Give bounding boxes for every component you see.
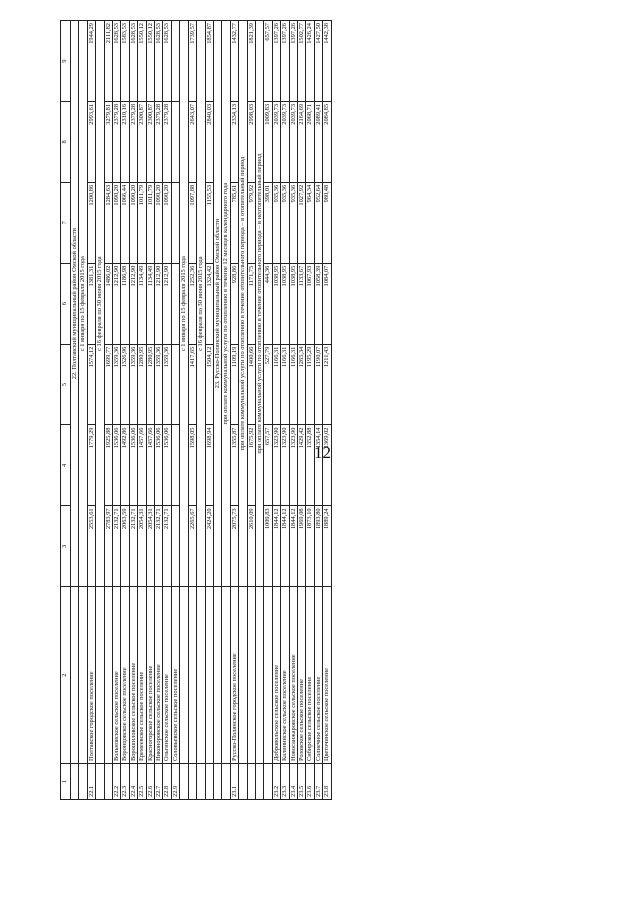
tariff-value-cell: 1432,77 <box>230 21 238 102</box>
tariff-value-cell: 3279,81 <box>104 101 112 182</box>
period-heading: с 1 января по 15 февраля 2015 года <box>180 21 188 587</box>
settlement-name-cell: Калининское сельское поселение <box>281 587 289 764</box>
empty-cell <box>255 587 263 764</box>
empty-cell <box>96 764 104 800</box>
period-heading: при оплате коммунальной услуги по отоплению в течение 12 месяцев календарного года <box>222 21 230 587</box>
table-row <box>314 21 322 800</box>
column-header-9: 9 <box>61 21 71 102</box>
tariff-value-cell: 1190,07 <box>314 344 322 425</box>
section-heading: 23. Русско-Полянский муниципальный район Омской области <box>213 21 221 587</box>
tariff-value-cell: 1090,20 <box>155 182 163 263</box>
empty-cell <box>222 587 230 764</box>
column-header-2: 2 <box>61 587 71 764</box>
tariff-value-cell: 2300,87 <box>146 101 154 182</box>
tariff-value-cell: 1090,20 <box>129 182 137 263</box>
settlement-name-cell: Вольновское сельское поселение <box>113 587 121 764</box>
tariff-value-cell: 1550,12 <box>138 21 146 102</box>
settlement-name-cell <box>205 587 213 764</box>
tariff-value-cell: 1171,75 <box>247 263 255 344</box>
tariff-value-cell: 2039,73 <box>281 101 289 182</box>
tariff-value-cell: 1280,95 <box>138 344 146 425</box>
table-row <box>297 21 305 800</box>
tariff-value-cell: 2783,97 <box>104 506 112 587</box>
tariff-value-cell: 935,36 <box>281 182 289 263</box>
tariff-value-cell: 2084,85 <box>323 101 331 182</box>
tariff-value-cell: 785,61 <box>230 182 238 263</box>
tariff-value-cell: 1457,66 <box>146 425 154 506</box>
tariff-value-cell: 980,48 <box>323 182 331 263</box>
tariff-value-cell: 1844,12 <box>281 506 289 587</box>
tariff-value-cell: 2132,71 <box>113 506 121 587</box>
tariff-value-cell: 1429,42 <box>297 425 305 506</box>
settlement-name-cell <box>264 587 272 764</box>
tariff-value-cell: 1038,95 <box>289 263 297 344</box>
empty-cell <box>71 764 79 800</box>
tariff-value-cell: 2265,67 <box>188 506 196 587</box>
column-header-8: 8 <box>61 101 71 182</box>
tariff-value-cell: 1280,95 <box>146 344 154 425</box>
column-header-5: 5 <box>61 344 71 425</box>
tariff-value-cell: 1821,39 <box>247 21 255 102</box>
table-row <box>281 21 289 800</box>
row-number-cell: 23.1 <box>230 764 238 800</box>
tariff-value-cell: 1397,26 <box>272 21 280 102</box>
settlement-name-cell: Соловьевское сельское поселение <box>171 587 179 764</box>
period-heading-row <box>239 21 247 800</box>
row-number-cell: 23.7 <box>314 764 322 800</box>
tariff-value-cell: 398,01 <box>264 182 272 263</box>
empty-cell <box>197 764 205 800</box>
tariff-value-cell: 1925,88 <box>104 425 112 506</box>
row-number-cell: 22.9 <box>171 764 179 800</box>
tariff-value-cell: 2310,16 <box>121 101 129 182</box>
table-row <box>289 21 297 800</box>
tariff-value-cell: 1355,87 <box>230 425 238 506</box>
tariff-value-cell: 2334,13 <box>230 101 238 182</box>
settlement-name-cell: Красногорское сельское поселение <box>146 587 154 764</box>
tariff-value-cell: 1457,66 <box>138 425 146 506</box>
table-row <box>146 21 154 800</box>
tariff-value-cell: 1212,90 <box>113 263 121 344</box>
tariff-value-cell: 1186,98 <box>121 263 129 344</box>
tariff-value-cell: 1536,06 <box>163 425 171 506</box>
period-heading: с 1 января по 15 февраля 2015 года <box>79 21 87 587</box>
tariff-value-cell: 1628,53 <box>155 21 163 102</box>
table-row <box>188 21 196 800</box>
tariff-value-cell: 2089,41 <box>314 101 322 182</box>
row-number-cell <box>247 764 255 800</box>
settlement-name-cell: Воронцовское сельское поселение <box>121 587 129 764</box>
tariff-value-cell: 1550,12 <box>146 21 154 102</box>
tariff-value-cell: 1323,90 <box>281 425 289 506</box>
tariff-value-cell: 1166,31 <box>272 344 280 425</box>
period-heading: при оплате коммунальной услуги по отоплению в течение отопительного периода – в отопительный период <box>239 21 247 587</box>
tariff-value-cell: 1583,53 <box>121 21 129 102</box>
period-heading: при оплате коммунальной услуги по отоплению в течение отопительного периода – в неотопительный период <box>255 21 263 587</box>
tariff-value-cell: 1844,12 <box>289 506 297 587</box>
tariff-value-cell: 1397,26 <box>281 21 289 102</box>
row-number-cell <box>205 764 213 800</box>
tariff-value-cell: 1009,83 <box>264 506 272 587</box>
settlement-name-cell: Новосанжаровское сельское поселение <box>289 587 297 764</box>
tariff-value-cell: 527,79 <box>264 344 272 425</box>
row-number-cell: 23.4 <box>289 764 297 800</box>
settlement-name-cell: Цветочинское сельское поселение <box>323 587 331 764</box>
tariff-value-cell: 1442,38 <box>323 21 331 102</box>
tariff-value-cell: 1009,83 <box>264 101 272 182</box>
tariff-value-cell: 1323,90 <box>272 425 280 506</box>
tariff-value-cell: 2132,71 <box>163 506 171 587</box>
tariff-value-cell: 1969,08 <box>297 506 305 587</box>
tariff-value-cell: 1166,31 <box>281 344 289 425</box>
table-row <box>171 21 179 800</box>
tariff-value-cell: 1090,20 <box>163 182 171 263</box>
tariff-value-cell: 2840,03 <box>205 101 213 182</box>
tariff-value-cell: 2132,71 <box>129 506 137 587</box>
empty-cell <box>255 764 263 800</box>
period-heading: с 16 февраля по 30 июня 2015 года <box>96 21 104 587</box>
tariff-value-cell: 1090,20 <box>113 182 121 263</box>
tariff-value-cell: 935,36 <box>272 182 280 263</box>
tariff-value-cell: 1628,53 <box>163 21 171 102</box>
row-number-cell: 23.2 <box>272 764 280 800</box>
tariff-value-cell <box>171 21 179 102</box>
tariff-value-cell: 2993,61 <box>87 101 95 182</box>
tariff-value-cell: 2111,82 <box>104 21 112 102</box>
empty-cell <box>222 764 230 800</box>
empty-cell <box>180 587 188 764</box>
empty-cell <box>71 587 79 764</box>
tariff-value-cell <box>171 263 179 344</box>
table-row <box>323 21 331 800</box>
settlement-name-cell: Еремеевское сельское поселение <box>138 587 146 764</box>
period-heading-row <box>197 21 205 800</box>
tariff-value-cell: 1854,87 <box>205 21 213 102</box>
empty-cell <box>213 764 221 800</box>
settlement-name-cell: Русско-Полянское городское поселение <box>230 587 238 764</box>
settlement-name-cell: Добровольское сельское поселение <box>272 587 280 764</box>
empty-cell <box>239 764 247 800</box>
tariff-value-cell: 1011,79 <box>146 182 154 263</box>
tariff-value-cell <box>171 425 179 506</box>
table-row <box>155 21 163 800</box>
tariff-value-cell: 2643,07 <box>188 101 196 182</box>
settlement-name-cell: Полтавское городское поселение <box>87 587 95 764</box>
tariff-value-cell: 1038,95 <box>272 263 280 344</box>
tariff-value-cell: 1359,36 <box>113 344 121 425</box>
row-number-cell <box>264 764 272 800</box>
section-heading-row <box>213 21 221 800</box>
tariff-value-cell: 657,57 <box>264 21 272 102</box>
tariff-value-cell: 1195,29 <box>306 344 314 425</box>
tariff-value-cell: 1352,88 <box>306 425 314 506</box>
table-row <box>272 21 280 800</box>
settlement-name-cell: Розовское сельское поселение <box>297 587 305 764</box>
column-header-7: 7 <box>61 182 71 263</box>
tariff-value-cell: 1889,24 <box>323 506 331 587</box>
tariff-value-cell: 1427,50 <box>314 21 322 102</box>
tariff-value-cell: 2998,03 <box>247 101 255 182</box>
tariff-value-cell: 1492,86 <box>121 425 129 506</box>
tariff-value-cell: 2379,28 <box>155 101 163 182</box>
settlement-name-cell <box>247 587 255 764</box>
empty-cell <box>180 764 188 800</box>
tariff-value-cell: 2063,59 <box>121 506 129 587</box>
table-row <box>163 21 171 800</box>
tariff-value-cell: 1134,49 <box>138 263 146 344</box>
period-heading-row <box>222 21 230 800</box>
tariff-value-cell: 1058,39 <box>314 263 322 344</box>
tariff-value-cell: 1598,05 <box>188 425 196 506</box>
row-number-cell <box>188 764 196 800</box>
tariff-value-cell: 1369,02 <box>323 425 331 506</box>
tariff-value-cell: 1536,06 <box>113 425 121 506</box>
period-heading: с 16 февраля по 30 июня 2015 года <box>197 21 205 587</box>
table-row <box>230 21 238 800</box>
tariff-value-cell: 1323,90 <box>289 425 297 506</box>
tariff-value-cell: 1536,06 <box>155 425 163 506</box>
empty-cell <box>213 587 221 764</box>
table-row <box>205 21 213 800</box>
column-header-6: 6 <box>61 263 71 344</box>
tariff-value-cell: 1084,07 <box>323 263 331 344</box>
tariff-value-cell: 1155,53 <box>205 182 213 263</box>
tariff-value-cell: 1326,96 <box>121 344 129 425</box>
tariff-value-cell: 1502,77 <box>297 21 305 102</box>
tariff-value-cell: 1066,44 <box>121 182 129 263</box>
tariff-value-cell: 1504,12 <box>205 344 213 425</box>
empty-cell <box>79 587 87 764</box>
table-row <box>264 21 272 800</box>
tariff-value-cell: 1011,79 <box>138 182 146 263</box>
empty-cell <box>79 764 87 800</box>
tariff-value-cell <box>171 182 179 263</box>
settlement-name-cell: Сибирское сельское поселение <box>306 587 314 764</box>
table-header-row <box>61 21 71 800</box>
tariff-value-cell: 2610,09 <box>247 506 255 587</box>
tariff-value-cell: 1893,80 <box>314 506 322 587</box>
tariff-value-cell: 1265,34 <box>297 344 305 425</box>
tariff-value-cell: 1400,66 <box>247 344 255 425</box>
tariff-value-cell: 2068,71 <box>306 101 314 182</box>
tariff-value-cell: 952,64 <box>314 182 322 263</box>
tariff-value-cell: 1109,19 <box>230 344 238 425</box>
column-header-3: 3 <box>61 506 71 587</box>
tariff-value-cell: 1166,31 <box>289 344 297 425</box>
tariff-value-cell: 2379,28 <box>163 101 171 182</box>
settlement-name-cell: Солнечное сельское поселение <box>314 587 322 764</box>
tariff-value-cell: 1486,02 <box>104 263 112 344</box>
tariff-value-cell: 1212,90 <box>155 263 163 344</box>
tariff-table <box>60 20 332 800</box>
empty-cell <box>239 587 247 764</box>
tariff-value-cell: 1397,26 <box>289 21 297 102</box>
tariff-value-cell: 1252,36 <box>188 263 196 344</box>
tariff-value-cell: 1200,86 <box>87 182 95 263</box>
section-heading: 22. Полтавский муниципальный район Омской области <box>71 21 79 587</box>
tariff-value-cell: 1417,65 <box>188 344 196 425</box>
period-heading-row <box>255 21 263 800</box>
row-number-cell: 22.1 <box>87 764 95 800</box>
table-row <box>113 21 121 800</box>
tariff-value-cell: 2379,28 <box>113 101 121 182</box>
table-row <box>247 21 255 800</box>
table-row <box>129 21 137 800</box>
tariff-value-cell: 1324,42 <box>205 263 213 344</box>
table-row <box>138 21 146 800</box>
tariff-value-cell: 2379,28 <box>129 101 137 182</box>
tariff-value-cell: 1698,94 <box>205 425 213 506</box>
table-row <box>104 21 112 800</box>
settlement-name-cell: Никоноровское сельское поселение <box>155 587 163 764</box>
settlement-name-cell <box>188 587 196 764</box>
row-number-cell: 22.5 <box>138 764 146 800</box>
tariff-value-cell: 1699,77 <box>104 344 112 425</box>
period-heading-row <box>180 21 188 800</box>
tariff-value-cell: 1536,06 <box>129 425 137 506</box>
tariff-value-cell: 979,92 <box>247 182 255 263</box>
tariff-value-cell: 2300,87 <box>138 101 146 182</box>
tariff-value-cell: 1944,29 <box>87 21 95 102</box>
tariff-value-cell: 2054,31 <box>146 506 154 587</box>
row-number-cell: 23.3 <box>281 764 289 800</box>
row-number-cell: 22.7 <box>155 764 163 800</box>
row-number-cell: 22.4 <box>129 764 137 800</box>
tariff-value-cell: 1133,67 <box>297 263 305 344</box>
row-number-cell: 23.8 <box>323 764 331 800</box>
row-number-cell <box>104 764 112 800</box>
settlement-name-cell <box>104 587 112 764</box>
tariff-value-cell: 964,34 <box>306 182 314 263</box>
empty-cell <box>96 587 104 764</box>
tariff-value-cell: 1426,24 <box>306 21 314 102</box>
tariff-value-cell: 1574,12 <box>87 344 95 425</box>
tariff-value-cell: 1359,36 <box>129 344 137 425</box>
tariff-value-cell: 1211,43 <box>323 344 331 425</box>
tariff-value-cell: 1628,53 <box>129 21 137 102</box>
tariff-value-cell: 1097,88 <box>188 182 196 263</box>
period-heading-row <box>96 21 104 800</box>
row-number-cell: 23.5 <box>297 764 305 800</box>
period-heading-row <box>79 21 87 800</box>
tariff-value-cell: 1381,31 <box>87 263 95 344</box>
table-row <box>87 21 95 800</box>
tariff-value-cell <box>171 344 179 425</box>
tariff-value-cell: 2553,61 <box>87 506 95 587</box>
tariff-value-cell: 1359,36 <box>155 344 163 425</box>
table-row <box>306 21 314 800</box>
column-header-4: 4 <box>61 425 71 506</box>
tariff-value-cell: 1038,95 <box>281 263 289 344</box>
tariff-value-cell: 1354,14 <box>314 425 322 506</box>
tariff-value-cell: 1675,92 <box>247 425 255 506</box>
tariff-value-cell: 1739,57 <box>188 21 196 102</box>
settlement-name-cell: Ворошиловское сельское поселение <box>129 587 137 764</box>
tariff-value-cell: 1359,36 <box>163 344 171 425</box>
tariff-value-cell: 444,36 <box>264 263 272 344</box>
tariff-value-cell <box>171 506 179 587</box>
tariff-value-cell: 1844,12 <box>272 506 280 587</box>
tariff-value-cell: 2164,69 <box>297 101 305 182</box>
tariff-value-cell <box>171 101 179 182</box>
tariff-value-cell: 1027,92 <box>297 182 305 263</box>
tariff-value-cell: 2424,20 <box>205 506 213 587</box>
tariff-value-cell: 1779,29 <box>87 425 95 506</box>
tariff-value-cell: 1628,53 <box>113 21 121 102</box>
page-number: 12 <box>314 443 331 462</box>
column-header-1: 1 <box>61 764 71 800</box>
row-number-cell: 22.8 <box>163 764 171 800</box>
tariff-value-cell: 2039,73 <box>289 101 297 182</box>
tariff-value-cell: 1873,10 <box>306 506 314 587</box>
tariff-value-cell: 928,86 <box>230 263 238 344</box>
settlement-name-cell: Ольгинское сельское поселение <box>163 587 171 764</box>
tariff-value-cell: 1284,63 <box>104 182 112 263</box>
tariff-value-cell: 2075,73 <box>230 506 238 587</box>
empty-cell <box>197 587 205 764</box>
table-row <box>121 21 129 800</box>
tariff-value-cell: 1212,90 <box>129 263 137 344</box>
section-heading-row <box>71 21 79 800</box>
tariff-value-cell: 2039,73 <box>272 101 280 182</box>
tariff-value-cell: 2054,31 <box>138 506 146 587</box>
tariff-value-cell: 935,36 <box>289 182 297 263</box>
row-number-cell: 22.6 <box>146 764 154 800</box>
tariff-value-cell: 657,57 <box>264 425 272 506</box>
tariff-value-cell: 1212,90 <box>163 263 171 344</box>
row-number-cell: 22.2 <box>113 764 121 800</box>
tariff-value-cell: 1134,49 <box>146 263 154 344</box>
tariff-table-container <box>60 20 560 800</box>
row-number-cell: 22.3 <box>121 764 129 800</box>
row-number-cell: 23.6 <box>306 764 314 800</box>
tariff-value-cell: 2132,71 <box>155 506 163 587</box>
tariff-value-cell: 1067,93 <box>306 263 314 344</box>
